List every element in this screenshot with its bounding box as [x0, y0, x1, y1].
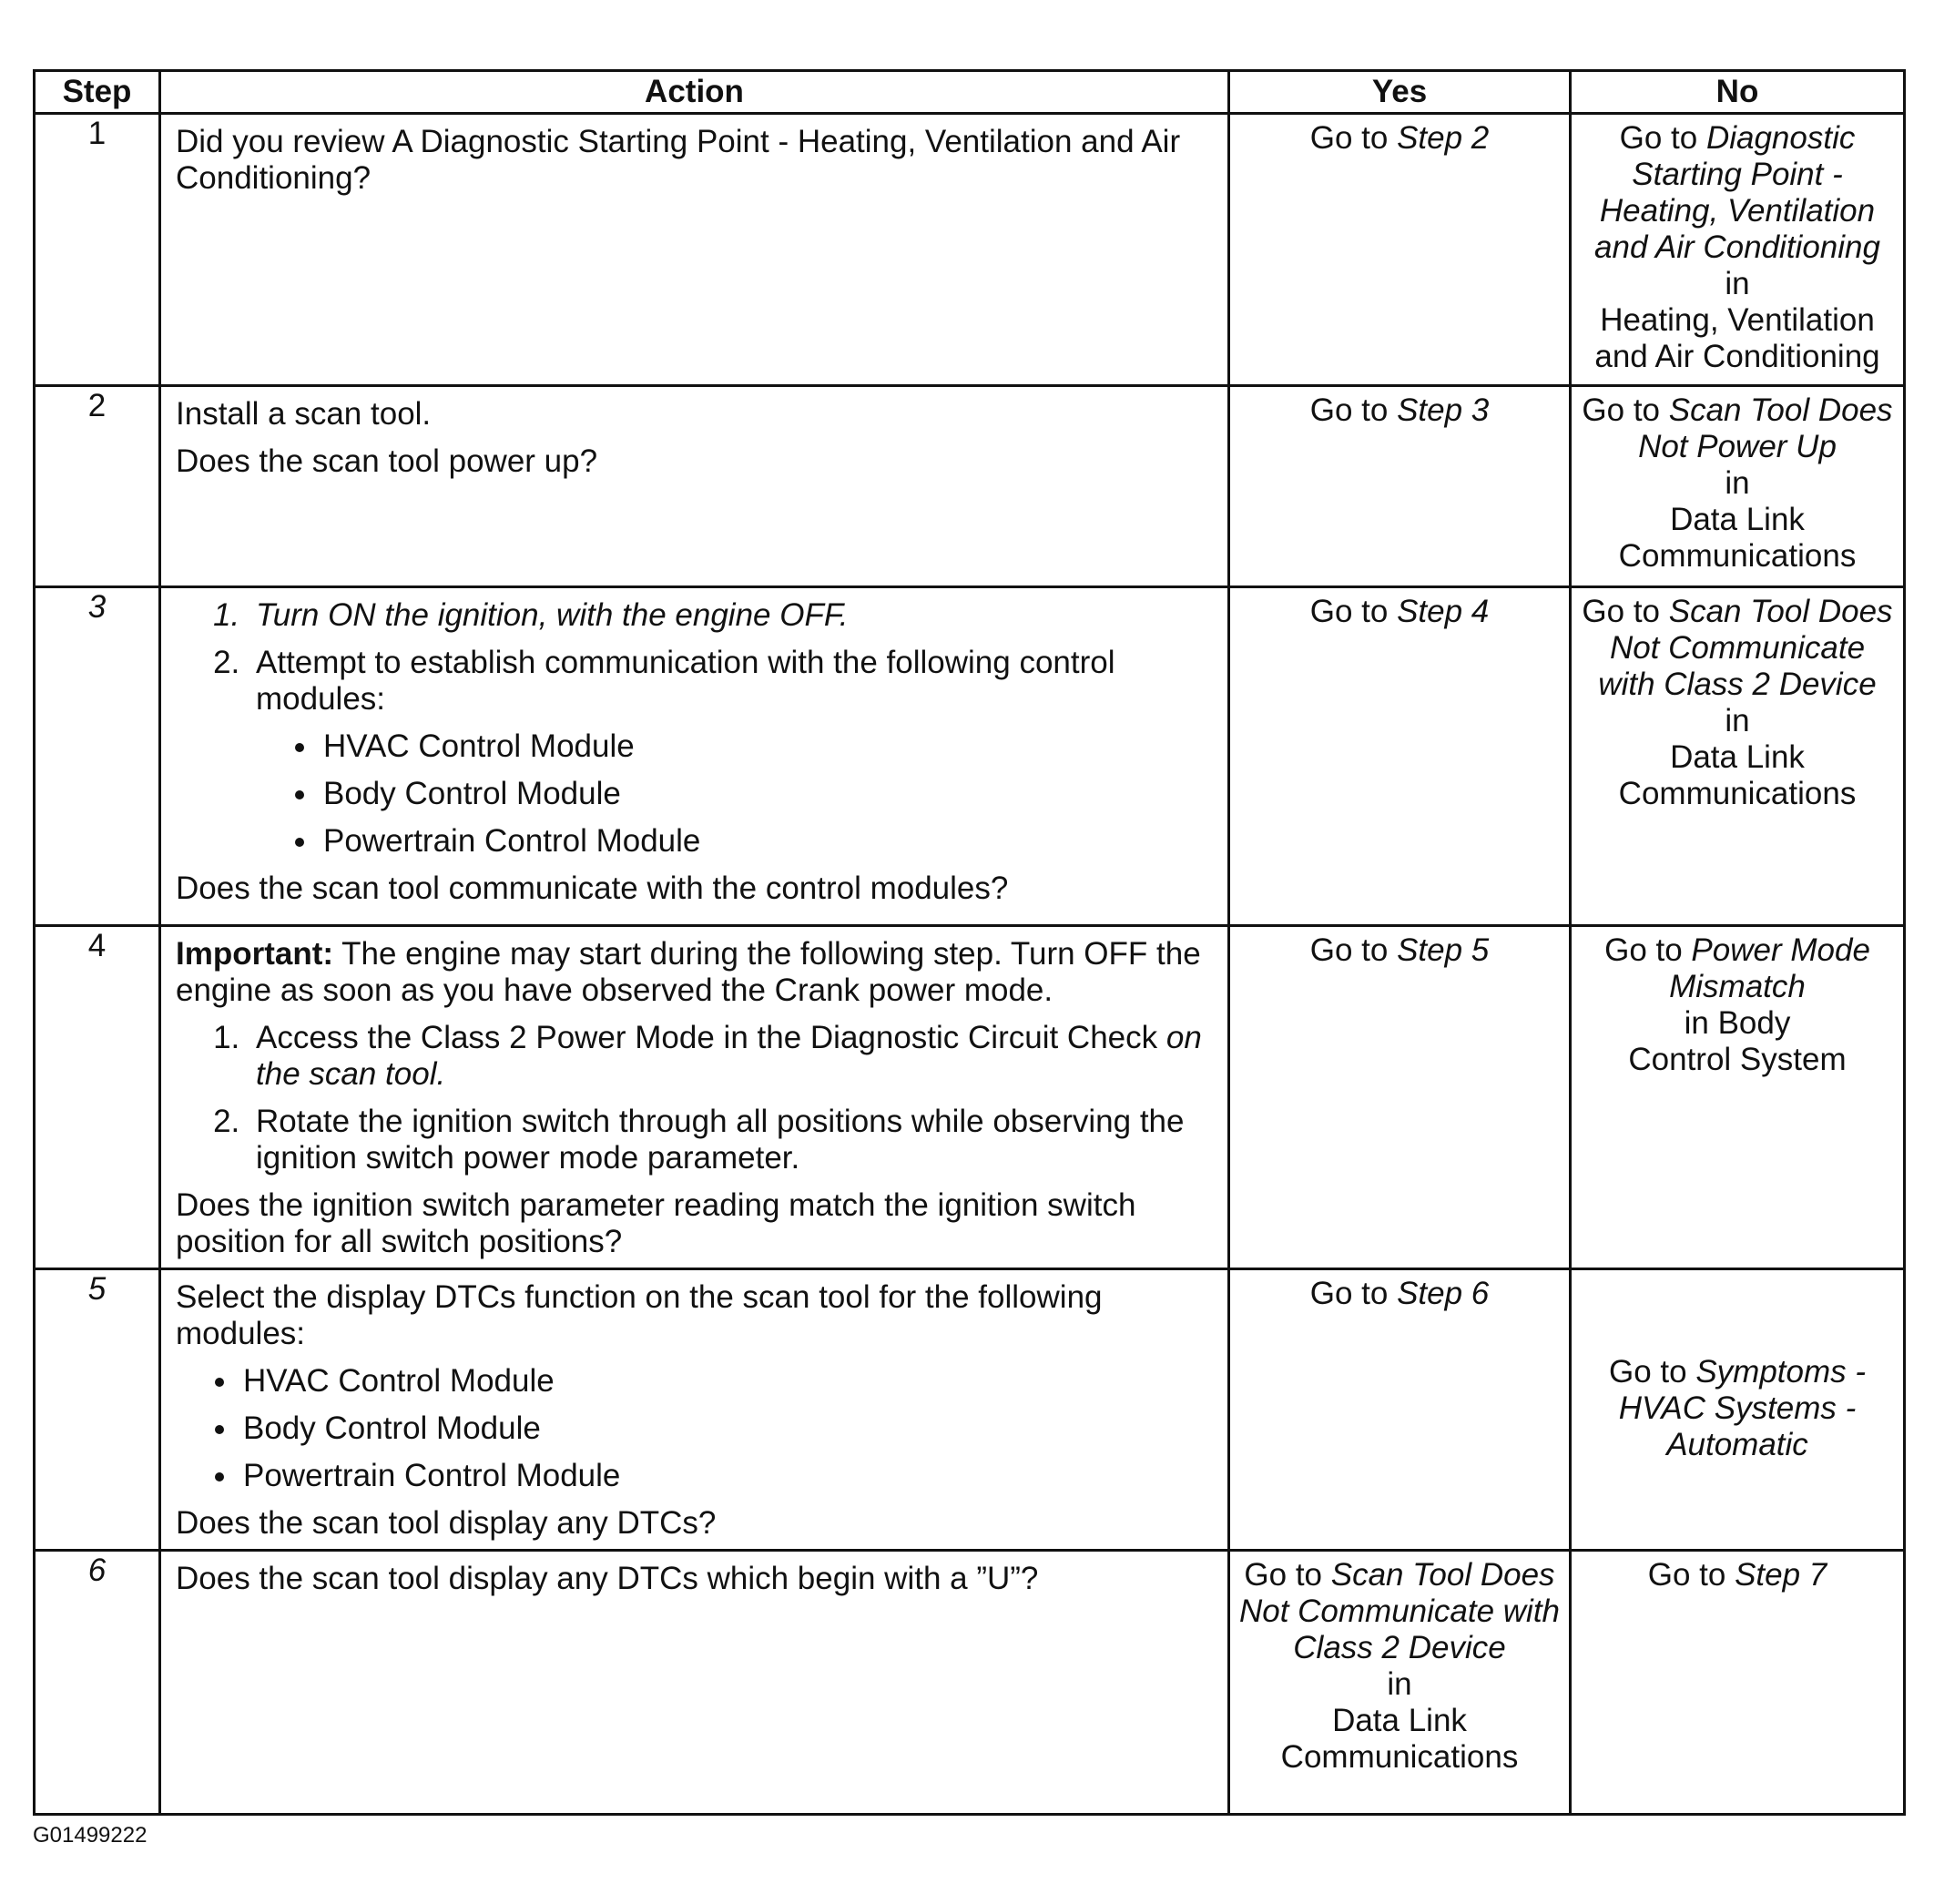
important-note [176, 936, 1215, 1009]
numbered-steps [176, 597, 1215, 860]
action-question: Does the scan tool communicate with the control modules? [176, 871, 1009, 906]
no-link[interactable]: Scan Tool Does Not Power Up [1638, 392, 1893, 464]
yes-prefix: Go to [1309, 594, 1398, 629]
no-section: Data Link Communications [1618, 502, 1857, 574]
no-prefix: Go to [1608, 1354, 1696, 1390]
action-text: Does the scan tool display any DTCs which begin with a ”U”? [176, 1561, 1039, 1596]
header-step: Step [35, 71, 160, 114]
list-item: • Body Control Module [320, 776, 1215, 812]
important-label: Important: [176, 936, 334, 972]
yes-link[interactable]: Step 6 [1397, 1276, 1490, 1311]
table-row [35, 587, 1905, 926]
module-bullets [256, 728, 1215, 860]
list-item: • Body Control Module [239, 1410, 1215, 1447]
action-text: Did you review A Diagnostic Starting Point - Heating, Ventilation and Air Conditioning? [176, 124, 1181, 196]
no-in: in Body [1684, 1005, 1791, 1041]
yes-cell [1229, 1269, 1571, 1551]
action-cell [160, 926, 1229, 1269]
yes-in: in [1387, 1666, 1412, 1702]
yes-cell [1229, 587, 1571, 926]
no-cell [1571, 386, 1905, 587]
table-row [35, 114, 1905, 386]
yes-cell [1229, 1551, 1571, 1815]
list-item-text-italic: on the scan tool. [256, 1020, 1202, 1092]
no-cell [1571, 587, 1905, 926]
list-item-text: Access the Class 2 Power Mode in the Diagnostic Circuit Check [256, 1020, 1166, 1055]
list-item: 2. Rotate the ignition switch through all positions while observing the ignition switch power mode parameter. [249, 1104, 1215, 1176]
step-number: 1 [35, 114, 160, 386]
table-row [35, 926, 1905, 1269]
yes-link[interactable]: Step 5 [1397, 932, 1490, 968]
numbered-steps [176, 1020, 1215, 1176]
header-action: Action [160, 71, 1229, 114]
no-prefix: Go to [1582, 594, 1669, 629]
table-row [35, 386, 1905, 587]
table-row [35, 1551, 1905, 1815]
action-question: Does the scan tool display any DTCs? [176, 1505, 717, 1541]
no-link[interactable]: Step 7 [1735, 1557, 1827, 1593]
no-link[interactable]: Power Mode Mismatch [1669, 932, 1870, 1004]
yes-link[interactable]: Scan Tool Does Not Communicate with Class 2 Device [1238, 1557, 1561, 1665]
list-item: • Powertrain Control Module [239, 1458, 1215, 1494]
action-question: Does the scan tool power up? [176, 443, 598, 479]
list-item: • Powertrain Control Module [320, 823, 1215, 860]
list-item [249, 645, 1215, 860]
action-cell [160, 587, 1229, 926]
no-in: in [1725, 703, 1750, 738]
action-cell [160, 1269, 1229, 1551]
no-link[interactable]: Diagnostic Starting Point - Heating, Ventilation and Air Conditioning [1594, 120, 1880, 265]
no-in: in [1725, 266, 1750, 301]
no-section: Control System [1628, 1042, 1847, 1077]
no-prefix: Go to [1619, 120, 1706, 156]
yes-link[interactable]: Step 4 [1397, 594, 1490, 629]
list-item: • HVAC Control Module [320, 728, 1215, 765]
yes-cell [1229, 386, 1571, 587]
list-item [249, 1020, 1215, 1093]
yes-prefix: Go to [1309, 932, 1398, 968]
yes-prefix: Go to [1309, 1276, 1398, 1311]
step-number: 4 [35, 926, 160, 1269]
yes-prefix: Go to [1309, 120, 1398, 156]
step-number: 6 [35, 1551, 160, 1815]
no-section: Heating, Ventilation and Air Conditioning [1594, 302, 1880, 374]
list-item-text: Attempt to establish communication with the following control modules: [256, 645, 1115, 717]
yes-link[interactable]: Step 2 [1397, 120, 1490, 156]
diagnostic-table [33, 69, 1906, 1816]
action-cell [160, 114, 1229, 386]
action-text: Install a scan tool. [176, 396, 432, 432]
table-row [35, 1269, 1905, 1551]
no-cell [1571, 926, 1905, 1269]
action-text: Select the display DTCs function on the scan tool for the following modules: [176, 1279, 1103, 1351]
no-prefix: Go to [1604, 932, 1692, 968]
important-text: The engine may start during the following step. Turn OFF the engine as soon as you have observed the Crank power mode. [176, 936, 1201, 1008]
list-item: • HVAC Control Module [239, 1363, 1215, 1400]
no-cell [1571, 114, 1905, 386]
header-no: No [1571, 71, 1905, 114]
step-number: 2 [35, 386, 160, 587]
no-prefix: Go to [1582, 392, 1669, 428]
no-section: Data Link Communications [1618, 739, 1857, 811]
yes-link[interactable]: Step 3 [1397, 392, 1490, 428]
no-link[interactable]: Scan Tool Does Not Communicate with Class 2 Device [1598, 594, 1893, 702]
step-number: 5 [35, 1269, 160, 1551]
list-item: 1. Turn ON the ignition, with the engine OFF. [249, 597, 1215, 634]
action-cell [160, 1551, 1229, 1815]
no-in: in [1725, 465, 1750, 501]
header-row [35, 71, 1905, 114]
header-yes: Yes [1229, 71, 1571, 114]
action-cell [160, 386, 1229, 587]
figure-id: G01499222 [33, 1823, 148, 1848]
yes-prefix: Go to [1244, 1557, 1331, 1593]
no-cell [1571, 1551, 1905, 1815]
action-question: Does the ignition switch parameter reading match the ignition switch position for all switch positions? [176, 1187, 1136, 1259]
module-bullets [176, 1363, 1215, 1494]
no-link[interactable]: Symptoms - HVAC Systems - Automatic [1618, 1354, 1867, 1462]
no-cell [1571, 1269, 1905, 1551]
yes-cell [1229, 114, 1571, 386]
yes-section: Data Link Communications [1280, 1703, 1519, 1775]
yes-cell [1229, 926, 1571, 1269]
no-prefix: Go to [1647, 1557, 1736, 1593]
step-number: 3 [35, 587, 160, 926]
yes-prefix: Go to [1309, 392, 1398, 428]
